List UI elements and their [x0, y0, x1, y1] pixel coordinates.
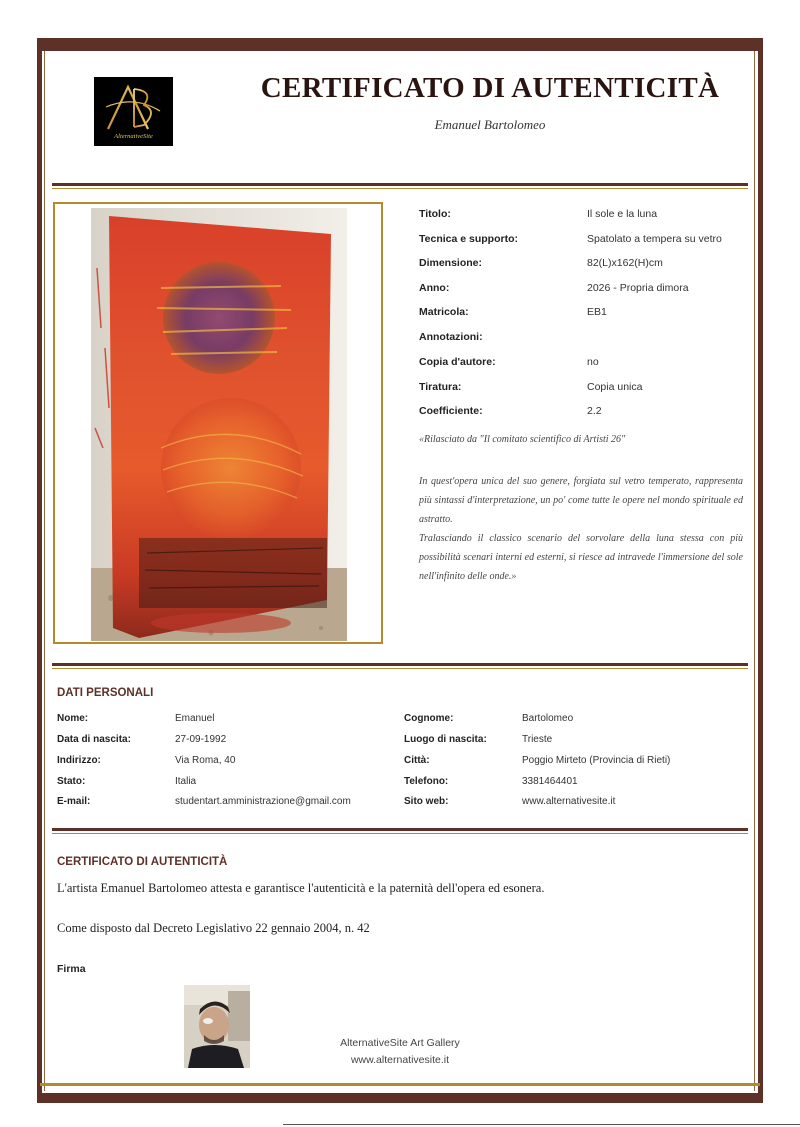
detail-label: Copia d'autore:	[419, 356, 496, 368]
personal-value: Bartolomeo	[522, 713, 574, 724]
gallery-footer	[300, 1035, 500, 1069]
frame-top-border	[37, 38, 763, 51]
frame-right-border	[758, 38, 763, 1103]
personal-value: Emanuel	[175, 713, 215, 724]
detail-label: Dimensione:	[419, 257, 483, 269]
personal-divider	[52, 828, 748, 834]
personal-value: Trieste	[522, 734, 553, 745]
gallery-logo	[94, 77, 173, 146]
detail-row-annotazioni	[419, 331, 749, 349]
gallery-name: AlternativeSite Art Gallery	[340, 1037, 460, 1049]
detail-row-dimensione	[419, 257, 749, 275]
detail-value: EB1	[587, 306, 607, 318]
personal-label: Sito web:	[404, 796, 449, 807]
header-divider	[52, 183, 748, 189]
logo-monogram-icon	[94, 77, 173, 146]
detail-value: Il sole e la luna	[587, 208, 658, 220]
page-footer-rule	[283, 1124, 800, 1125]
personal-label: Data di nascita:	[57, 734, 131, 745]
detail-label: Matricola:	[419, 306, 469, 318]
detail-value: no	[587, 356, 599, 368]
committee-quote: «Rilasciato da "Il comitato scientifico di Artisti 26"	[419, 434, 626, 445]
gold-bottom-line	[40, 1083, 760, 1086]
description-paragraph: In quest'opera unica del suo genere, forgiata sul vetro temperato, rappresenta più sintassi d'interpretazione, un po' come tutte le opere nel mondo spirituale ed astratto.	[419, 476, 743, 525]
detail-label: Coefficiente:	[419, 405, 483, 417]
detail-label: Tiratura:	[419, 381, 462, 393]
personal-label: Luogo di nascita:	[404, 734, 487, 745]
detail-label: Annotazioni:	[419, 331, 483, 343]
detail-label: Titolo:	[419, 208, 451, 220]
detail-row-copia	[419, 356, 749, 374]
authenticity-statement: L'artista Emanuel Bartolomeo attesta e garantisce l'autenticità e la paternità dell'opera ed esonera.	[57, 881, 545, 895]
personal-value: Poggio Mirteto (Provincia di Rieti)	[522, 755, 671, 766]
certificate-section-title: CERTIFICATO DI AUTENTICITÀ	[57, 856, 228, 868]
personal-label: Nome:	[57, 713, 89, 724]
personal-label: E-mail:	[57, 796, 91, 807]
logo-text: AlternativeSite	[114, 133, 153, 140]
certificate-title: CERTIFICATO DI AUTENTICITÀ	[260, 72, 720, 104]
description-paragraph: Tralasciando il classico scenario del sorvolare della luna stessa con più possibilità scenari interni ed esterni, si riesce ad intravede l'immersione del sole nell'infinito delle onde.»	[419, 533, 743, 582]
artwork-divider	[52, 663, 748, 669]
detail-value: Spatolato a tempera su vetro	[587, 233, 722, 245]
detail-label: Anno:	[419, 282, 450, 294]
personal-value: 27-09-1992	[175, 734, 227, 745]
inner-right-line	[754, 51, 755, 1091]
signature-label: Firma	[57, 963, 86, 975]
detail-value: 2.2	[587, 405, 602, 417]
personal-value: 3381464401	[522, 776, 578, 787]
detail-value: 2026 - Propria dimora	[587, 282, 689, 294]
email-link[interactable]: studentart.amministrazione@gmail.com	[175, 796, 351, 807]
detail-row-tiratura	[419, 381, 749, 399]
detail-value: Copia unica	[587, 381, 643, 393]
detail-row-coefficiente	[419, 405, 749, 423]
personal-section-title: DATI PERSONALI	[57, 687, 154, 699]
frame-bottom-border	[37, 1093, 763, 1103]
personal-label: Stato:	[57, 776, 86, 787]
artist-portrait	[184, 985, 250, 1068]
personal-value: Italia	[175, 776, 197, 787]
detail-row-tecnica	[419, 233, 749, 251]
artist-name: Emanuel Bartolomeo	[434, 117, 546, 132]
personal-label: Cognome:	[404, 713, 454, 724]
artwork-description	[419, 472, 743, 586]
detail-label: Tecnica e supporto:	[419, 233, 518, 245]
detail-value: 82(L)x162(H)cm	[587, 257, 663, 269]
detail-row-anno	[419, 282, 749, 300]
detail-row-matricola	[419, 306, 749, 324]
frame-left-border	[37, 38, 42, 1103]
gallery-url[interactable]: www.alternativesite.it	[350, 1054, 450, 1066]
artwork-photo	[91, 208, 347, 641]
inner-left-line	[44, 51, 45, 1091]
personal-label: Indirizzo:	[57, 755, 101, 766]
legal-decree: Come disposto dal Decreto Legislativo 22 gennaio 2004, n. 42	[57, 921, 370, 935]
personal-label: Telefono:	[404, 776, 449, 787]
personal-label: Città:	[404, 755, 430, 766]
personal-value: Via Roma, 40	[175, 755, 236, 766]
website-link[interactable]: www.alternativesite.it	[522, 796, 616, 807]
detail-row-titolo	[419, 208, 749, 226]
